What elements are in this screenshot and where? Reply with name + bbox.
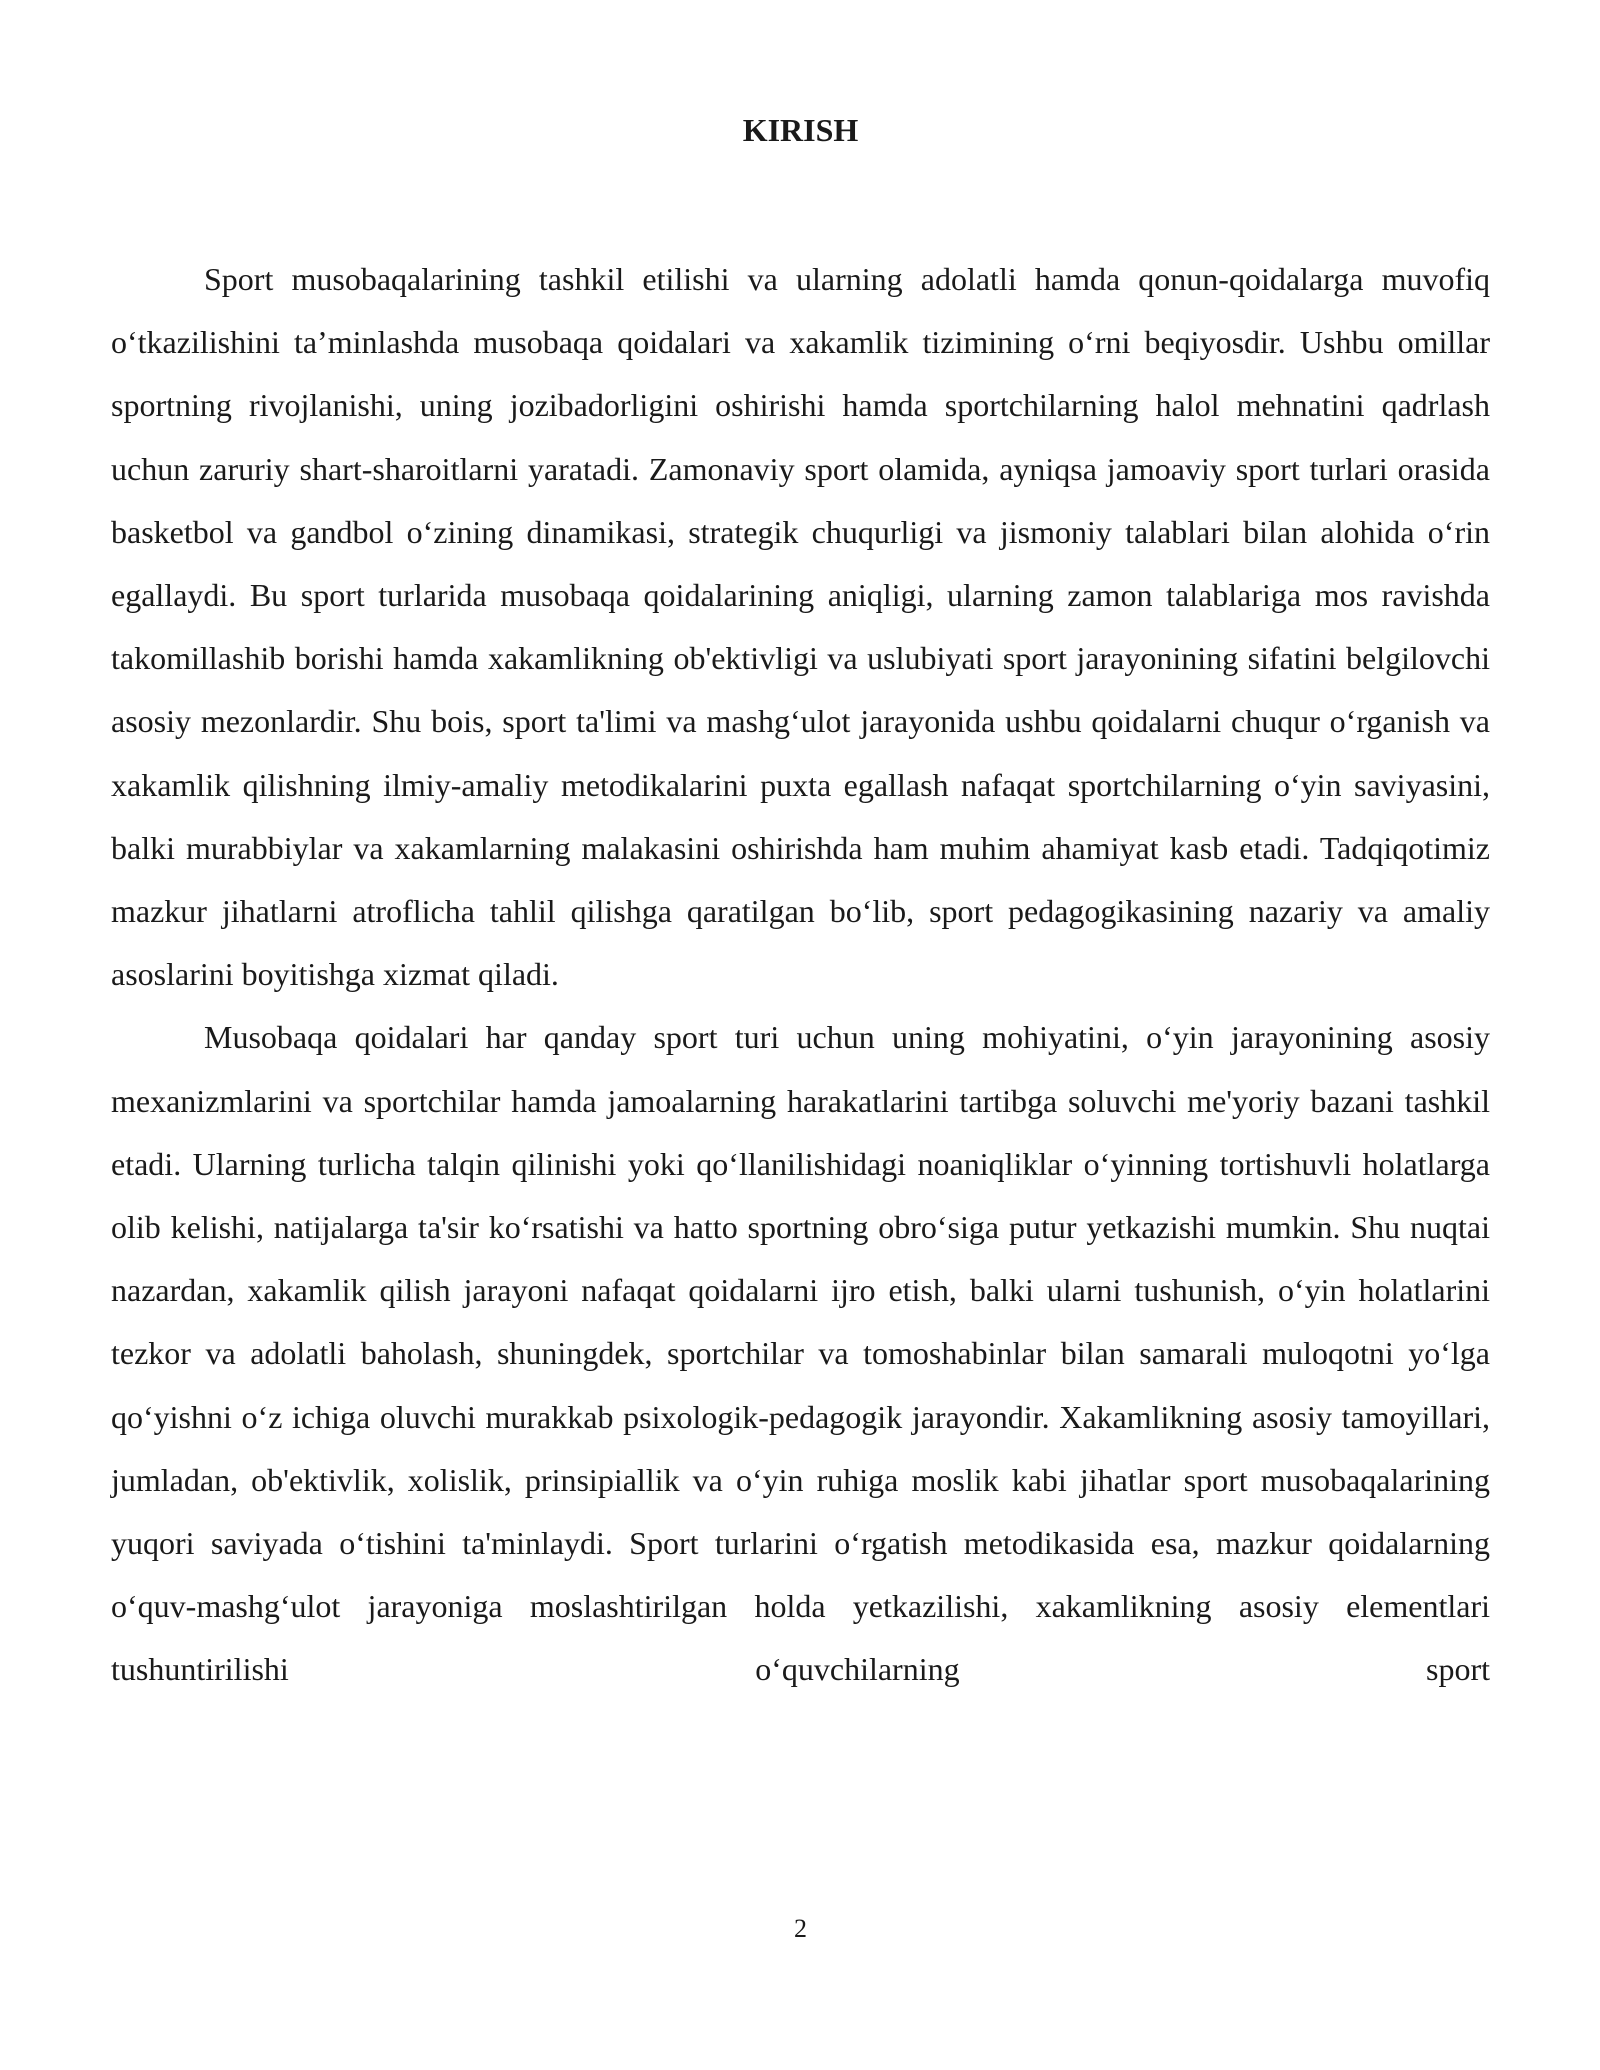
page-number: 2 — [794, 1914, 807, 1943]
body-text — [111, 248, 1490, 1702]
paragraph-2: Musobaqa qoidalari har qanday sport turi uchun uning mohiyatini, o‘yin jarayonining asosiy mexanizmlarini va sportchilar hamda jamoalarning harakatlarini tartibga soluvchi me'yoriy bazani tashkil etadi. Ularning turlicha talqin qilinishi yoki qo‘llanilishidagi noaniqliklar o‘yinning tortishuvli holatlarga olib kelishi, natijalarga ta'sir ko‘rsatishi va hatto sportning obro‘siga putur yetkazishi mumkin. Shu nuqtai nazardan, xakamlik qilish jarayoni nafaqat qoidalarni ijro etish, balki ularni tushunish, o‘yin holatlarini tezkor va adolatli baholash, shuningdek, sportchilar va tomoshabinlar bilan samarali muloqotni yo‘lga qo‘yishni o‘z ichiga oluvchi murakkab psixologik-pedagogik jarayondir. Xakamlikning asosiy tamoyillari, jumladan, ob'ektivlik, xolislik, prinsipiallik va o‘yin ruhiga moslik kabi jihatlar sport musobaqalarining yuqori saviyada o‘tishini ta'minlaydi. Sport turlarini o‘rgatish metodikasida esa, mazkur qoidalarning o‘quv-mashg‘ulot jarayoniga moslashtirilgan holda yetkazilishi, xakamlikning asosiy elementlari tushuntirilishi o‘quvchilarning sport — [111, 1019, 1490, 1688]
section-heading: KIRISH — [742, 112, 859, 148]
paragraph-1: Sport musobaqalarining tashkil etilishi va ularning adolatli hamda qonun-qoidalarga muvofiq o‘tkazilishini ta’minlashda musobaqa qoidalari va xakamlik tizimining o‘rni beqiyosdir. Ushbu omillar sportning rivojlanishi, uning jozibadorligini oshirishi hamda sportchilarning halol mehnatini qadrlash uchun zaruriy shart-sharoitlarni yaratadi. Zamonaviy sport olamida, ayniqsa jamoaviy sport turlari orasida basketbol va gandbol o‘zining dinamikasi, strategik chuqurligi va jismoniy talablari bilan alohida o‘rin egallaydi. Bu sport turlarida musobaqa qoidalarining aniqligi, ularning zamon talablariga mos ravishda takomillashib borishi hamda xakamlikning ob'ektivligi va uslubiyati sport jarayonining sifatini belgilovchi asosiy mezonlardir. Shu bois, sport ta'limi va mashg‘ulot jarayonida ushbu qoidalarni chuqur o‘rganish va xakamlik qilishning ilmiy-amaliy metodikalarini puxta egallash nafaqat sportchilarning o‘yin saviyasini, balki murabbiylar va xakamlarning malakasini oshirishda ham muhim ahamiyat kasb etadi. Tadqiqotimiz mazkur jihatlarni atroflicha tahlil qilishga qaratilgan bo‘lib, sport pedagogikasining nazariy va amaliy asoslarini boyitishga xizmat qiladi. — [111, 261, 1490, 993]
document-page — [111, 0, 1490, 2070]
